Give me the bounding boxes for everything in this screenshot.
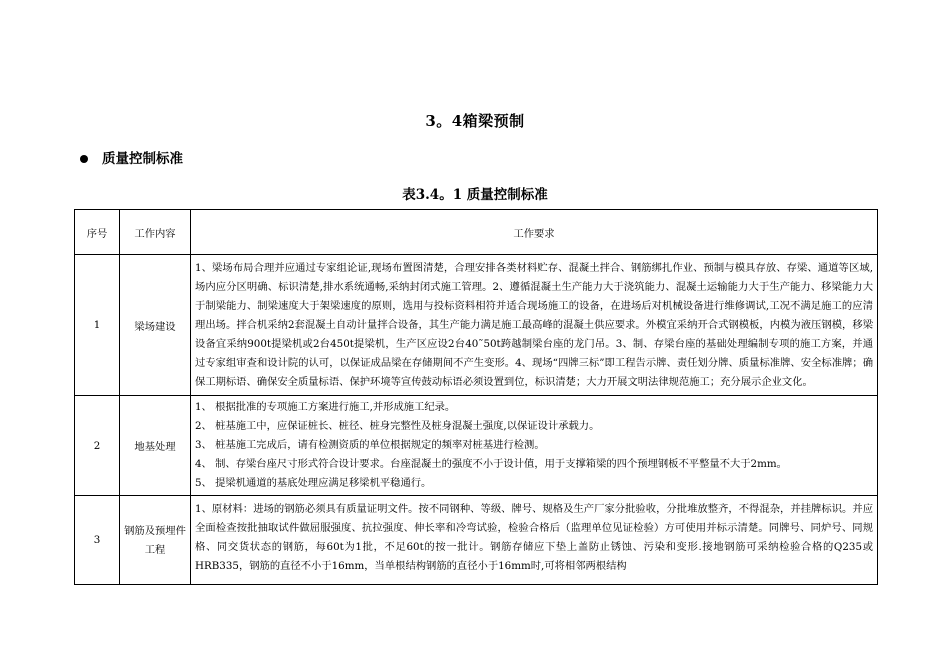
requirement-line: 4、 制、存梁台座尺寸形式符合设计要求。台座混凝土的强度不小于设计值，用于支撑箱梁的四个预埋钢板不平整量不大于2mm。 [195,458,787,470]
row-item: 梁场建设 [120,255,191,396]
table-header-row [75,210,878,255]
requirement-line: 3、 桩基施工完成后，请有检测资质的单位根据规定的频率对桩基进行检测。 [195,439,545,451]
section-title: 3。4箱梁预制 [425,112,525,130]
requirement-text: 1、原材料：进场的钢筋必须具有质量证明文件。按不同钢种、等级、牌号、规格及生产厂家分批验收，分批堆放整齐，不得混杂，并挂牌标识。并应全面检查按批抽取试件做屈服强度、抗拉强度、伸长率和冷弯试验，检验合格后（监理单位见证检验）方可使用并标示清楚。同牌号、同炉号、同规格、同交货状态的钢筋，每60t为1批，不足60t的按一批计。钢筋存储应下垫上盖防止锈蚀、污染和变形.接地钢筋可采纳检验合格的Q235或HRB335，钢筋的直径不小于16mm，当单根结构钢筋的直径小于16mm时,可将相邻两根结构 [195,503,873,572]
row-requirement: 1、梁场布局合理并应通过专家组论证,现场布置图清楚，合理安排各类材料贮存、混凝土拌合、钢筋绑扎作业、预制与模具存放、存梁、通道等区域,场内应分区明确、标识清楚,排水系统通畅,采纳封闭式施工管理。2、遵循混凝土生产能力大于浇筑能力、混凝土运输能力大于生产能力、移梁能力大于制梁能力、制梁速度大于架梁速度的原则，选用与投标资料相符并适合现场施工的设备，在进场后对机械设备进行维修调试,工况不满足施工的应清理出场。拌合机采纳2套混凝土自动计量拌合设备，其生产能力满足施工最高峰的混凝土供应要求。外模宜采纳开合式钢模板，内模为液压钢模，移梁设备宜采纳900t提梁机或2台450t提梁机，生产区应设2台40˜50t跨越制梁台座的龙门吊。3、制、存梁台座的基础处理编制专项的施工方案，并通过专家组审查和设计院的认可，以保证成品梁在存储期间不产生变形。4、现场“四牌三标”即工程告示牌、责任划分牌、质量标准牌、安全标准牌；确保工期标语、确保安全质量标语、保护环境等宣传鼓动标语必须设置到位，标识清楚；大力开展文明法律规范施工；充分展示企业文化。 [191,255,878,396]
requirement-line: 2、 桩基施工中，应保证桩长、桩径、桩身完整性及桩身混凝土强度,以保证设计承载力。 [195,420,600,432]
table-caption: 表3.4。1 质量控制标准 [402,187,548,203]
header-item: 工作内容 [120,210,191,255]
row-requirement [191,496,878,585]
bullet-dot-icon [80,155,88,163]
header-requirement: 工作要求 [191,210,878,255]
table-row [75,496,878,585]
row-no: 1 [75,255,120,396]
bullet-heading [80,147,183,167]
requirement-line: 1、 根据批准的专项施工方案进行施工,并形成施工纪录。 [195,401,456,413]
requirement-line: 5、 提梁机通道的基底处理应满足移梁机平稳通行。 [195,477,432,489]
header-no: 序号 [75,210,120,255]
row-no: 2 [75,396,120,496]
row-item: 地基处理 [120,396,191,496]
quality-control-table [74,209,878,585]
row-requirement [191,396,878,496]
row-no: 3 [75,496,120,585]
bullet-heading-text: 质量控制标准 [102,151,183,167]
table-row [75,396,878,496]
table-row [75,255,878,396]
row-item: 钢筋及预埋件工程 [120,496,191,585]
